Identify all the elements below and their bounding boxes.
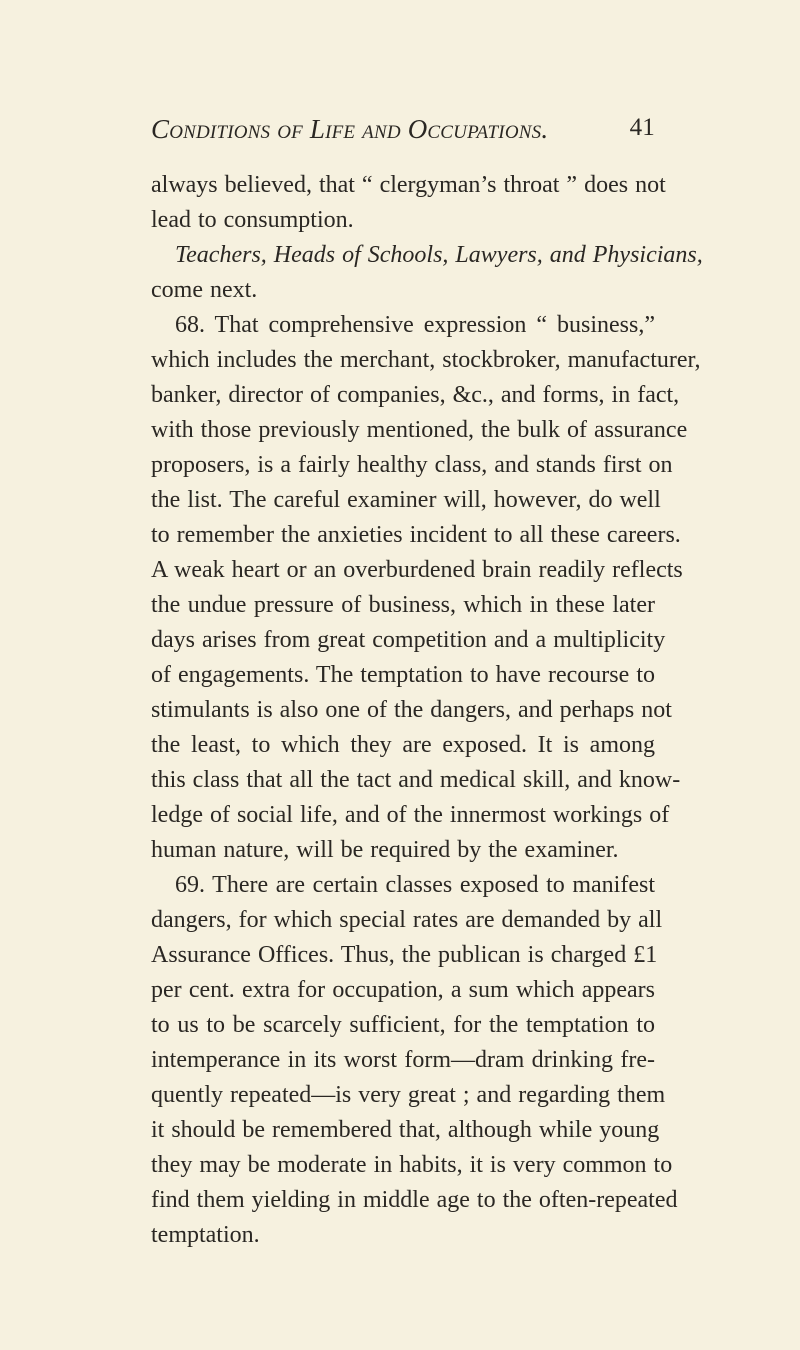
text-line: per cent. extra for occupation, a sum which appears <box>151 977 655 1003</box>
text-line: to us to be scarcely sufficient, for the temptation to <box>151 1012 655 1038</box>
text-line: quently repeated—is very great ; and regarding them <box>151 1082 666 1108</box>
text-line: lead to consumption. <box>151 207 354 233</box>
text-line: human nature, will be required by the examiner. <box>151 837 619 863</box>
text-line: find them yielding in middle age to the often-repeated <box>151 1187 678 1213</box>
text-line: Assurance Offices. Thus, the publican is charged £1 <box>151 942 658 968</box>
running-head <box>151 114 655 150</box>
body-text <box>151 168 703 1253</box>
text-line: the list. The careful examiner will, however, do well <box>151 487 661 513</box>
text-line: it should be remembered that, although while young <box>151 1117 660 1143</box>
text-line: ledge of social life, and of the innermost workings of <box>151 802 670 828</box>
text-line: proposers, is a fairly healthy class, and stands first on <box>151 452 673 478</box>
text-line: the least, to which they are exposed. It is among <box>151 732 655 758</box>
text-line: come next. <box>151 277 258 303</box>
text-line: they may be moderate in habits, it is very common to <box>151 1152 673 1178</box>
text-line: with those previously mentioned, the bulk of assurance <box>151 417 688 443</box>
text-line: the undue pressure of business, which in these later <box>151 592 655 618</box>
text-line: banker, director of companies, &c., and forms, in fact, <box>151 382 680 408</box>
italic-heading-line: Teachers, Heads of Schools, Lawyers, and Physicians, <box>175 242 703 268</box>
paragraph-69-start: 69. There are certain classes exposed to manifest <box>175 872 655 898</box>
text-line: intemperance in its worst form—dram drinking fre- <box>151 1047 655 1073</box>
text-line: days arises from great competition and a multiplicity <box>151 627 666 653</box>
text-line: to remember the anxieties incident to all these careers. <box>151 522 681 548</box>
text-line: temptation. <box>151 1222 260 1248</box>
text-line: always believed, that “ clergyman’s throat ” does not <box>151 172 666 198</box>
text-line: this class that all the tact and medical skill, and know- <box>151 767 681 793</box>
page-number: 41 <box>629 114 655 141</box>
running-title: Conditions of Life and Occupations. <box>151 114 549 144</box>
text-line: dangers, for which special rates are demanded by all <box>151 907 663 933</box>
text-line: which includes the merchant, stockbroker, manufacturer, <box>151 347 701 373</box>
text-line: A weak heart or an overburdened brain readily reflects <box>151 557 683 583</box>
paragraph-68-start: 68. That comprehensive expression “ business,” <box>175 312 655 338</box>
text-line: of engagements. The temptation to have recourse to <box>151 662 655 688</box>
text-line: stimulants is also one of the dangers, and perhaps not <box>151 697 672 723</box>
